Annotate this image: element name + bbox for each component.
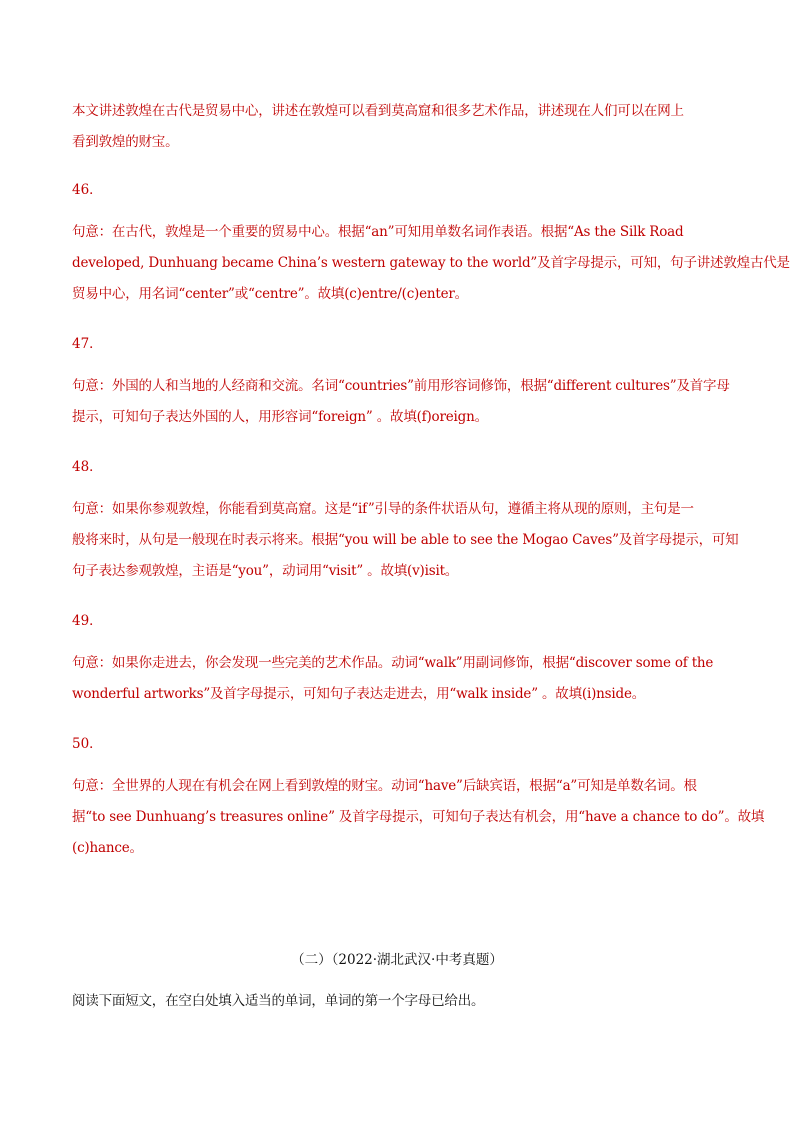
- explanation-line: wonderful artworks”及首字母提示，可知句子表达走进去，用“walk inside” 。故填(i)nside。: [72, 686, 646, 702]
- explanation-line: 句意：全世界的人现在有机会在网上看到敦煌的财宝。动词“have”后缺宾语，根据“a”可知是单数名词。根: [72, 778, 697, 794]
- section-title: （二）（2022·湖北武汉·中考真题）: [291, 952, 503, 968]
- explanation-line: 般将来时，从句是一般现在时表示将来。根据“you will be able to see the Mogao Caves”及首字母提示，可知: [72, 532, 739, 548]
- explanation-line: 句意：在古代，敦煌是一个重要的贸易中心。根据“an”可知用单数名词作表语。根据“As the Silk Road: [72, 224, 684, 240]
- intro-line: 本文讲述敦煌在古代是贸易中心，讲述在敦煌可以看到莫高窟和很多艺术作品，讲述现在人们可以在网上: [72, 103, 684, 119]
- explanation-line: (c)hance。: [72, 840, 143, 856]
- question-number: 47．: [72, 336, 103, 352]
- explanation-line: 句意：如果你走进去，你会发现一些完美的艺术作品。动词“walk”用副词修饰，根据“discover some of the: [72, 655, 714, 671]
- explanation-line: 句意：如果你参观敦煌，你能看到莫高窟。这是“if”引导的条件状语从句，遵循主将从现的原则，主句是一: [72, 501, 694, 517]
- answer-explanation: [72, 771, 765, 864]
- explanation-line: 句子表达参观敦煌，主语是“you”，动词用“visit” 。故填(v)isit。: [72, 563, 459, 579]
- answer-explanation: [72, 217, 790, 310]
- explanation-line: 提示，可知句子表达外国的人，用形容词“foreign” 。故填(f)oreign。: [72, 409, 488, 425]
- answer-explanation: [72, 494, 739, 587]
- question-number: 50．: [72, 736, 103, 752]
- explanation-line: 据“to see Dunhuang’s treasures online” 及首字母提示，可知句子表达有机会，用“have a chance to do”。故填: [72, 809, 765, 825]
- intro-line: 看到敦煌的财宝。: [72, 134, 179, 150]
- explanation-line: 贸易中心，用名词“center”或“centre”。故填(c)entre/(c)enter。: [72, 286, 468, 302]
- answer-explanation: [72, 371, 730, 433]
- question-number: 49．: [72, 613, 103, 629]
- question-number: 48．: [72, 459, 103, 475]
- intro-paragraph: [72, 96, 724, 158]
- question-number: 46．: [72, 182, 103, 198]
- explanation-line: developed, Dunhuang became China’s western gateway to the world”及首字母提示，可知，句子讲述敦煌古代是: [72, 255, 790, 271]
- answer-explanation: [72, 648, 724, 710]
- instruction-text: 阅读下面短文，在空白处填入适当的单词，单词的第一个字母已给出。: [72, 993, 485, 1009]
- explanation-line: 句意：外国的人和当地的人经商和交流。名词“countries”前用形容词修饰，根据“different cultures”及首字母: [72, 378, 730, 394]
